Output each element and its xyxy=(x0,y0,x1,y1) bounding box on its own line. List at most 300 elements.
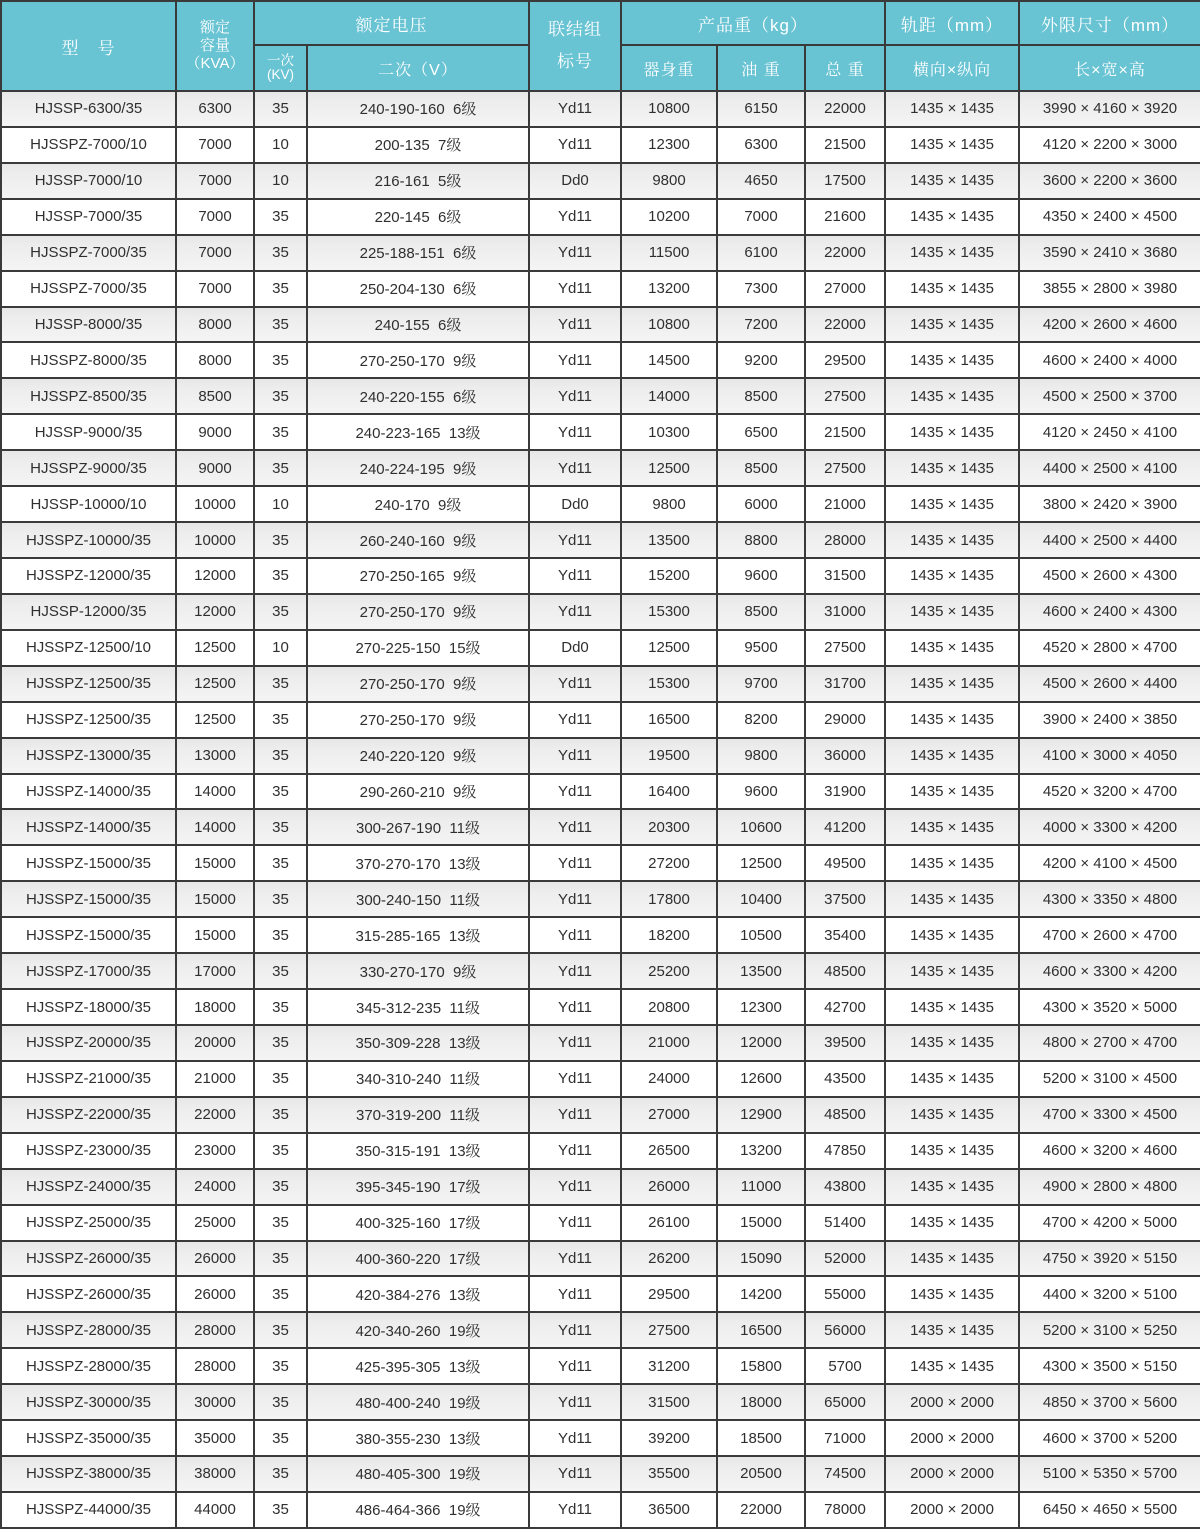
cell-gauge: 1435 × 1435 xyxy=(885,1133,1019,1169)
cell-gauge: 1435 × 1435 xyxy=(885,845,1019,881)
cell-connection: Yd11 xyxy=(529,594,621,630)
cell-total-weight: 37500 xyxy=(805,881,885,917)
cell-oil-weight: 14200 xyxy=(717,1276,805,1312)
cell-secondary-v: 240-190-160 6级 xyxy=(307,91,529,127)
cell-gauge: 2000 × 2000 xyxy=(885,1384,1019,1420)
cell-gauge: 1435 × 1435 xyxy=(885,450,1019,486)
cell-oil-weight: 16500 xyxy=(717,1312,805,1348)
cell-secondary-v: 340-310-240 11级 xyxy=(307,1061,529,1097)
cell-model: HJSSP-10000/10 xyxy=(1,486,176,522)
cell-oil-weight: 9500 xyxy=(717,630,805,666)
cell-dimensions: 4520 × 2800 × 4700 xyxy=(1019,630,1200,666)
cell-model: HJSSP-12000/35 xyxy=(1,594,176,630)
cell-dimensions: 4700 × 3300 × 4500 xyxy=(1019,1097,1200,1133)
table-row xyxy=(1,1276,1200,1312)
cell-total-weight: 27500 xyxy=(805,450,885,486)
cell-secondary-v: 345-312-235 11级 xyxy=(307,989,529,1025)
cell-primary-kv: 35 xyxy=(254,1133,307,1169)
cell-gauge: 1435 × 1435 xyxy=(885,881,1019,917)
cell-dimensions: 4520 × 3200 × 4700 xyxy=(1019,774,1200,810)
cell-capacity: 7000 xyxy=(176,163,254,199)
cell-model: HJSSPZ-7000/35 xyxy=(1,271,176,307)
cell-dimensions: 4120 × 2450 × 4100 xyxy=(1019,414,1200,450)
cell-capacity: 13000 xyxy=(176,738,254,774)
cell-connection: Yd11 xyxy=(529,1456,621,1492)
cell-connection: Yd11 xyxy=(529,271,621,307)
cell-primary-kv: 35 xyxy=(254,1025,307,1061)
cell-connection: Yd11 xyxy=(529,235,621,271)
cell-oil-weight: 6000 xyxy=(717,486,805,522)
cell-gauge: 1435 × 1435 xyxy=(885,989,1019,1025)
cell-total-weight: 5700 xyxy=(805,1348,885,1384)
cell-body-weight: 27000 xyxy=(621,1097,717,1133)
cell-connection: Yd11 xyxy=(529,414,621,450)
cell-total-weight: 39500 xyxy=(805,1025,885,1061)
cell-gauge: 1435 × 1435 xyxy=(885,738,1019,774)
cell-total-weight: 47850 xyxy=(805,1133,885,1169)
cell-capacity: 14000 xyxy=(176,774,254,810)
col-header-capacity-line3: （KVA） xyxy=(185,54,245,72)
cell-connection: Yd11 xyxy=(529,1348,621,1384)
cell-model: HJSSPZ-26000/35 xyxy=(1,1276,176,1312)
cell-model: HJSSPZ-20000/35 xyxy=(1,1025,176,1061)
cell-connection: Dd0 xyxy=(529,486,621,522)
cell-model: HJSSPZ-12500/35 xyxy=(1,666,176,702)
cell-body-weight: 10800 xyxy=(621,307,717,343)
col-header-capacity xyxy=(176,1,254,91)
cell-secondary-v: 220-145 6级 xyxy=(307,199,529,235)
cell-gauge: 1435 × 1435 xyxy=(885,1348,1019,1384)
cell-oil-weight: 6500 xyxy=(717,414,805,450)
col-header-dimensions-sub: 长×宽×高 xyxy=(1019,45,1200,91)
cell-oil-weight: 11000 xyxy=(717,1169,805,1205)
cell-total-weight: 71000 xyxy=(805,1420,885,1456)
cell-connection: Yd11 xyxy=(529,1025,621,1061)
cell-dimensions: 3600 × 2200 × 3600 xyxy=(1019,163,1200,199)
cell-oil-weight: 9600 xyxy=(717,558,805,594)
cell-capacity: 8500 xyxy=(176,378,254,414)
cell-gauge: 1435 × 1435 xyxy=(885,91,1019,127)
cell-connection: Yd11 xyxy=(529,953,621,989)
cell-connection: Yd11 xyxy=(529,845,621,881)
table-row xyxy=(1,378,1200,414)
cell-secondary-v: 225-188-151 6级 xyxy=(307,235,529,271)
cell-body-weight: 15300 xyxy=(621,594,717,630)
cell-model: HJSSPZ-15000/35 xyxy=(1,917,176,953)
cell-model: HJSSPZ-22000/35 xyxy=(1,1097,176,1133)
table-row xyxy=(1,881,1200,917)
cell-oil-weight: 8200 xyxy=(717,702,805,738)
table-row xyxy=(1,1169,1200,1205)
table-row xyxy=(1,522,1200,558)
cell-capacity: 38000 xyxy=(176,1456,254,1492)
cell-capacity: 7000 xyxy=(176,199,254,235)
cell-oil-weight: 6150 xyxy=(717,91,805,127)
cell-gauge: 1435 × 1435 xyxy=(885,235,1019,271)
cell-dimensions: 3990 × 4160 × 3920 xyxy=(1019,91,1200,127)
cell-connection: Yd11 xyxy=(529,1133,621,1169)
table-row xyxy=(1,486,1200,522)
cell-oil-weight: 8500 xyxy=(717,450,805,486)
table-header xyxy=(1,1,1200,91)
cell-secondary-v: 300-240-150 11级 xyxy=(307,881,529,917)
table-row xyxy=(1,809,1200,845)
cell-connection: Yd11 xyxy=(529,307,621,343)
cell-secondary-v: 480-405-300 19级 xyxy=(307,1456,529,1492)
cell-oil-weight: 7300 xyxy=(717,271,805,307)
cell-model: HJSSPZ-10000/35 xyxy=(1,522,176,558)
cell-oil-weight: 15090 xyxy=(717,1241,805,1277)
cell-secondary-v: 270-250-170 9级 xyxy=(307,666,529,702)
cell-dimensions: 4200 × 4100 × 4500 xyxy=(1019,845,1200,881)
cell-primary-kv: 35 xyxy=(254,953,307,989)
cell-total-weight: 56000 xyxy=(805,1312,885,1348)
cell-body-weight: 12500 xyxy=(621,630,717,666)
cell-model: HJSSPZ-44000/35 xyxy=(1,1492,176,1528)
cell-oil-weight: 13500 xyxy=(717,953,805,989)
cell-capacity: 26000 xyxy=(176,1276,254,1312)
cell-body-weight: 39200 xyxy=(621,1420,717,1456)
table-row xyxy=(1,127,1200,163)
cell-secondary-v: 400-325-160 17级 xyxy=(307,1205,529,1241)
cell-oil-weight: 10600 xyxy=(717,809,805,845)
cell-oil-weight: 12500 xyxy=(717,845,805,881)
cell-model: HJSSPZ-13000/35 xyxy=(1,738,176,774)
cell-dimensions: 5200 × 3100 × 5250 xyxy=(1019,1312,1200,1348)
cell-dimensions: 4300 × 3500 × 5150 xyxy=(1019,1348,1200,1384)
cell-model: HJSSPZ-15000/35 xyxy=(1,881,176,917)
col-header-gauge-group: 轨距（mm） xyxy=(885,1,1019,45)
cell-dimensions: 4800 × 2700 × 4700 xyxy=(1019,1025,1200,1061)
cell-primary-kv: 35 xyxy=(254,1312,307,1348)
cell-capacity: 24000 xyxy=(176,1169,254,1205)
cell-capacity: 15000 xyxy=(176,917,254,953)
cell-capacity: 15000 xyxy=(176,845,254,881)
cell-gauge: 1435 × 1435 xyxy=(885,199,1019,235)
cell-connection: Yd11 xyxy=(529,199,621,235)
cell-gauge: 1435 × 1435 xyxy=(885,594,1019,630)
cell-model: HJSSPZ-8500/35 xyxy=(1,378,176,414)
cell-total-weight: 29000 xyxy=(805,702,885,738)
cell-primary-kv: 35 xyxy=(254,307,307,343)
cell-body-weight: 21000 xyxy=(621,1025,717,1061)
cell-model: HJSSPZ-14000/35 xyxy=(1,774,176,810)
cell-model: HJSSP-9000/35 xyxy=(1,414,176,450)
cell-primary-kv: 10 xyxy=(254,163,307,199)
cell-connection: Yd11 xyxy=(529,809,621,845)
cell-body-weight: 10300 xyxy=(621,414,717,450)
cell-primary-kv: 10 xyxy=(254,127,307,163)
cell-oil-weight: 15000 xyxy=(717,1205,805,1241)
cell-gauge: 1435 × 1435 xyxy=(885,917,1019,953)
cell-capacity: 8000 xyxy=(176,342,254,378)
cell-gauge: 1435 × 1435 xyxy=(885,378,1019,414)
cell-oil-weight: 4650 xyxy=(717,163,805,199)
cell-connection: Yd11 xyxy=(529,1276,621,1312)
cell-dimensions: 4600 × 2400 × 4300 xyxy=(1019,594,1200,630)
cell-dimensions: 4600 × 3700 × 5200 xyxy=(1019,1420,1200,1456)
cell-secondary-v: 260-240-160 9级 xyxy=(307,522,529,558)
cell-model: HJSSP-8000/35 xyxy=(1,307,176,343)
cell-connection: Yd11 xyxy=(529,91,621,127)
col-header-connection-line1: 联结组 xyxy=(548,19,602,39)
table-row xyxy=(1,1348,1200,1384)
cell-total-weight: 22000 xyxy=(805,307,885,343)
cell-primary-kv: 35 xyxy=(254,235,307,271)
cell-gauge: 1435 × 1435 xyxy=(885,630,1019,666)
table-row xyxy=(1,702,1200,738)
table-row xyxy=(1,594,1200,630)
cell-connection: Yd11 xyxy=(529,738,621,774)
cell-total-weight: 31900 xyxy=(805,774,885,810)
cell-connection: Yd11 xyxy=(529,522,621,558)
cell-total-weight: 27000 xyxy=(805,271,885,307)
cell-primary-kv: 35 xyxy=(254,1456,307,1492)
cell-connection: Yd11 xyxy=(529,917,621,953)
cell-secondary-v: 350-315-191 13级 xyxy=(307,1133,529,1169)
cell-gauge: 1435 × 1435 xyxy=(885,1025,1019,1061)
cell-capacity: 12500 xyxy=(176,702,254,738)
cell-total-weight: 21000 xyxy=(805,486,885,522)
cell-dimensions: 4300 × 3520 × 5000 xyxy=(1019,989,1200,1025)
cell-gauge: 1435 × 1435 xyxy=(885,1241,1019,1277)
table-row xyxy=(1,199,1200,235)
table-row xyxy=(1,917,1200,953)
cell-oil-weight: 13200 xyxy=(717,1133,805,1169)
cell-oil-weight: 6300 xyxy=(717,127,805,163)
cell-gauge: 1435 × 1435 xyxy=(885,307,1019,343)
cell-oil-weight: 7000 xyxy=(717,199,805,235)
cell-total-weight: 36000 xyxy=(805,738,885,774)
cell-capacity: 10000 xyxy=(176,522,254,558)
col-header-model: 型 号 xyxy=(1,1,176,91)
cell-dimensions: 4600 × 3300 × 4200 xyxy=(1019,953,1200,989)
cell-body-weight: 16400 xyxy=(621,774,717,810)
cell-connection: Yd11 xyxy=(529,666,621,702)
cell-primary-kv: 35 xyxy=(254,738,307,774)
cell-primary-kv: 35 xyxy=(254,1241,307,1277)
cell-oil-weight: 10400 xyxy=(717,881,805,917)
cell-gauge: 1435 × 1435 xyxy=(885,666,1019,702)
cell-model: HJSSPZ-24000/35 xyxy=(1,1169,176,1205)
cell-dimensions: 6450 × 4650 × 5500 xyxy=(1019,1492,1200,1528)
cell-body-weight: 25200 xyxy=(621,953,717,989)
cell-primary-kv: 10 xyxy=(254,630,307,666)
cell-body-weight: 13500 xyxy=(621,522,717,558)
table-row xyxy=(1,1420,1200,1456)
col-header-rated-voltage-group: 额定电压 xyxy=(254,1,529,45)
cell-oil-weight: 22000 xyxy=(717,1492,805,1528)
col-header-secondary-v: 二次（V） xyxy=(307,45,529,91)
table-row xyxy=(1,163,1200,199)
cell-secondary-v: 300-267-190 11级 xyxy=(307,809,529,845)
cell-body-weight: 26100 xyxy=(621,1205,717,1241)
cell-primary-kv: 35 xyxy=(254,1348,307,1384)
cell-primary-kv: 35 xyxy=(254,594,307,630)
cell-oil-weight: 6100 xyxy=(717,235,805,271)
cell-secondary-v: 290-260-210 9级 xyxy=(307,774,529,810)
cell-gauge: 1435 × 1435 xyxy=(885,1169,1019,1205)
col-header-total-weight: 总 重 xyxy=(805,45,885,91)
cell-model: HJSSPZ-9000/35 xyxy=(1,450,176,486)
cell-capacity: 6300 xyxy=(176,91,254,127)
cell-oil-weight: 9800 xyxy=(717,738,805,774)
cell-total-weight: 27500 xyxy=(805,630,885,666)
cell-body-weight: 19500 xyxy=(621,738,717,774)
table-row xyxy=(1,1456,1200,1492)
table-row xyxy=(1,989,1200,1025)
cell-secondary-v: 420-384-276 13级 xyxy=(307,1276,529,1312)
cell-gauge: 1435 × 1435 xyxy=(885,342,1019,378)
cell-model: HJSSPZ-25000/35 xyxy=(1,1205,176,1241)
cell-primary-kv: 35 xyxy=(254,1061,307,1097)
cell-secondary-v: 480-400-240 19级 xyxy=(307,1384,529,1420)
cell-gauge: 1435 × 1435 xyxy=(885,1312,1019,1348)
cell-total-weight: 31000 xyxy=(805,594,885,630)
cell-primary-kv: 35 xyxy=(254,881,307,917)
cell-total-weight: 35400 xyxy=(805,917,885,953)
cell-gauge: 1435 × 1435 xyxy=(885,558,1019,594)
table-row xyxy=(1,1097,1200,1133)
cell-secondary-v: 240-170 9级 xyxy=(307,486,529,522)
table-row xyxy=(1,235,1200,271)
col-header-gauge-sub: 横向×纵向 xyxy=(885,45,1019,91)
cell-gauge: 1435 × 1435 xyxy=(885,414,1019,450)
cell-secondary-v: 270-250-170 9级 xyxy=(307,342,529,378)
cell-secondary-v: 270-250-170 9级 xyxy=(307,594,529,630)
cell-secondary-v: 315-285-165 13级 xyxy=(307,917,529,953)
cell-connection: Yd11 xyxy=(529,1241,621,1277)
cell-body-weight: 31200 xyxy=(621,1348,717,1384)
cell-capacity: 20000 xyxy=(176,1025,254,1061)
cell-dimensions: 4120 × 2200 × 3000 xyxy=(1019,127,1200,163)
cell-primary-kv: 35 xyxy=(254,522,307,558)
cell-capacity: 12000 xyxy=(176,558,254,594)
cell-connection: Yd11 xyxy=(529,558,621,594)
cell-model: HJSSPZ-14000/35 xyxy=(1,809,176,845)
cell-model: HJSSP-7000/35 xyxy=(1,199,176,235)
cell-secondary-v: 420-340-260 19级 xyxy=(307,1312,529,1348)
cell-dimensions: 4000 × 3300 × 4200 xyxy=(1019,809,1200,845)
cell-capacity: 15000 xyxy=(176,881,254,917)
cell-dimensions: 4400 × 2500 × 4400 xyxy=(1019,522,1200,558)
cell-gauge: 1435 × 1435 xyxy=(885,774,1019,810)
cell-total-weight: 22000 xyxy=(805,235,885,271)
cell-capacity: 25000 xyxy=(176,1205,254,1241)
cell-primary-kv: 35 xyxy=(254,774,307,810)
cell-total-weight: 27500 xyxy=(805,378,885,414)
cell-body-weight: 26500 xyxy=(621,1133,717,1169)
cell-dimensions: 4400 × 2500 × 4100 xyxy=(1019,450,1200,486)
cell-total-weight: 28000 xyxy=(805,522,885,558)
cell-model: HJSSPZ-35000/35 xyxy=(1,1420,176,1456)
col-header-connection-group xyxy=(529,1,621,91)
cell-gauge: 1435 × 1435 xyxy=(885,127,1019,163)
cell-model: HJSSPZ-28000/35 xyxy=(1,1348,176,1384)
cell-secondary-v: 200-135 7级 xyxy=(307,127,529,163)
cell-gauge: 1435 × 1435 xyxy=(885,953,1019,989)
cell-connection: Yd11 xyxy=(529,127,621,163)
cell-model: HJSSPZ-23000/35 xyxy=(1,1133,176,1169)
cell-oil-weight: 18000 xyxy=(717,1384,805,1420)
cell-model: HJSSPZ-17000/35 xyxy=(1,953,176,989)
cell-oil-weight: 15800 xyxy=(717,1348,805,1384)
cell-capacity: 7000 xyxy=(176,127,254,163)
table-row xyxy=(1,1061,1200,1097)
cell-body-weight: 14500 xyxy=(621,342,717,378)
cell-body-weight: 10200 xyxy=(621,199,717,235)
cell-oil-weight: 12600 xyxy=(717,1061,805,1097)
cell-secondary-v: 270-225-150 15级 xyxy=(307,630,529,666)
cell-primary-kv: 35 xyxy=(254,702,307,738)
cell-secondary-v: 270-250-170 9级 xyxy=(307,702,529,738)
cell-dimensions: 4400 × 3200 × 5100 xyxy=(1019,1276,1200,1312)
cell-secondary-v: 395-345-190 17级 xyxy=(307,1169,529,1205)
cell-dimensions: 4500 × 2600 × 4300 xyxy=(1019,558,1200,594)
cell-body-weight: 26200 xyxy=(621,1241,717,1277)
table-row xyxy=(1,307,1200,343)
cell-gauge: 1435 × 1435 xyxy=(885,809,1019,845)
cell-secondary-v: 250-204-130 6级 xyxy=(307,271,529,307)
cell-secondary-v: 216-161 5级 xyxy=(307,163,529,199)
cell-total-weight: 21500 xyxy=(805,127,885,163)
cell-connection: Yd11 xyxy=(529,450,621,486)
cell-capacity: 26000 xyxy=(176,1241,254,1277)
table-row xyxy=(1,1492,1200,1528)
cell-dimensions: 5100 × 5350 × 5700 xyxy=(1019,1456,1200,1492)
cell-total-weight: 48500 xyxy=(805,953,885,989)
table-row xyxy=(1,1205,1200,1241)
cell-capacity: 28000 xyxy=(176,1348,254,1384)
cell-model: HJSSPZ-28000/35 xyxy=(1,1312,176,1348)
cell-dimensions: 4700 × 2600 × 4700 xyxy=(1019,917,1200,953)
cell-body-weight: 20300 xyxy=(621,809,717,845)
cell-model: HJSSPZ-12500/35 xyxy=(1,702,176,738)
cell-primary-kv: 35 xyxy=(254,558,307,594)
cell-body-weight: 10800 xyxy=(621,91,717,127)
cell-dimensions: 3855 × 2800 × 3980 xyxy=(1019,271,1200,307)
cell-capacity: 9000 xyxy=(176,414,254,450)
cell-body-weight: 24000 xyxy=(621,1061,717,1097)
header-row-groups xyxy=(1,1,1200,45)
cell-gauge: 1435 × 1435 xyxy=(885,486,1019,522)
cell-capacity: 10000 xyxy=(176,486,254,522)
cell-model: HJSSP-7000/10 xyxy=(1,163,176,199)
cell-total-weight: 31700 xyxy=(805,666,885,702)
cell-body-weight: 17800 xyxy=(621,881,717,917)
cell-capacity: 12500 xyxy=(176,630,254,666)
cell-dimensions: 4600 × 3200 × 4600 xyxy=(1019,1133,1200,1169)
cell-capacity: 35000 xyxy=(176,1420,254,1456)
cell-gauge: 1435 × 1435 xyxy=(885,522,1019,558)
cell-total-weight: 65000 xyxy=(805,1384,885,1420)
cell-model: HJSSPZ-7000/10 xyxy=(1,127,176,163)
cell-body-weight: 31500 xyxy=(621,1384,717,1420)
cell-oil-weight: 12000 xyxy=(717,1025,805,1061)
cell-dimensions: 4600 × 2400 × 4000 xyxy=(1019,342,1200,378)
cell-dimensions: 3800 × 2420 × 3900 xyxy=(1019,486,1200,522)
cell-model: HJSSPZ-18000/35 xyxy=(1,989,176,1025)
cell-body-weight: 15300 xyxy=(621,666,717,702)
cell-body-weight: 12300 xyxy=(621,127,717,163)
cell-model: HJSSPZ-12500/10 xyxy=(1,630,176,666)
cell-body-weight: 26000 xyxy=(621,1169,717,1205)
cell-primary-kv: 35 xyxy=(254,342,307,378)
cell-dimensions: 4500 × 2500 × 3700 xyxy=(1019,378,1200,414)
cell-primary-kv: 35 xyxy=(254,1420,307,1456)
cell-model: HJSSPZ-7000/35 xyxy=(1,235,176,271)
cell-secondary-v: 400-360-220 17级 xyxy=(307,1241,529,1277)
